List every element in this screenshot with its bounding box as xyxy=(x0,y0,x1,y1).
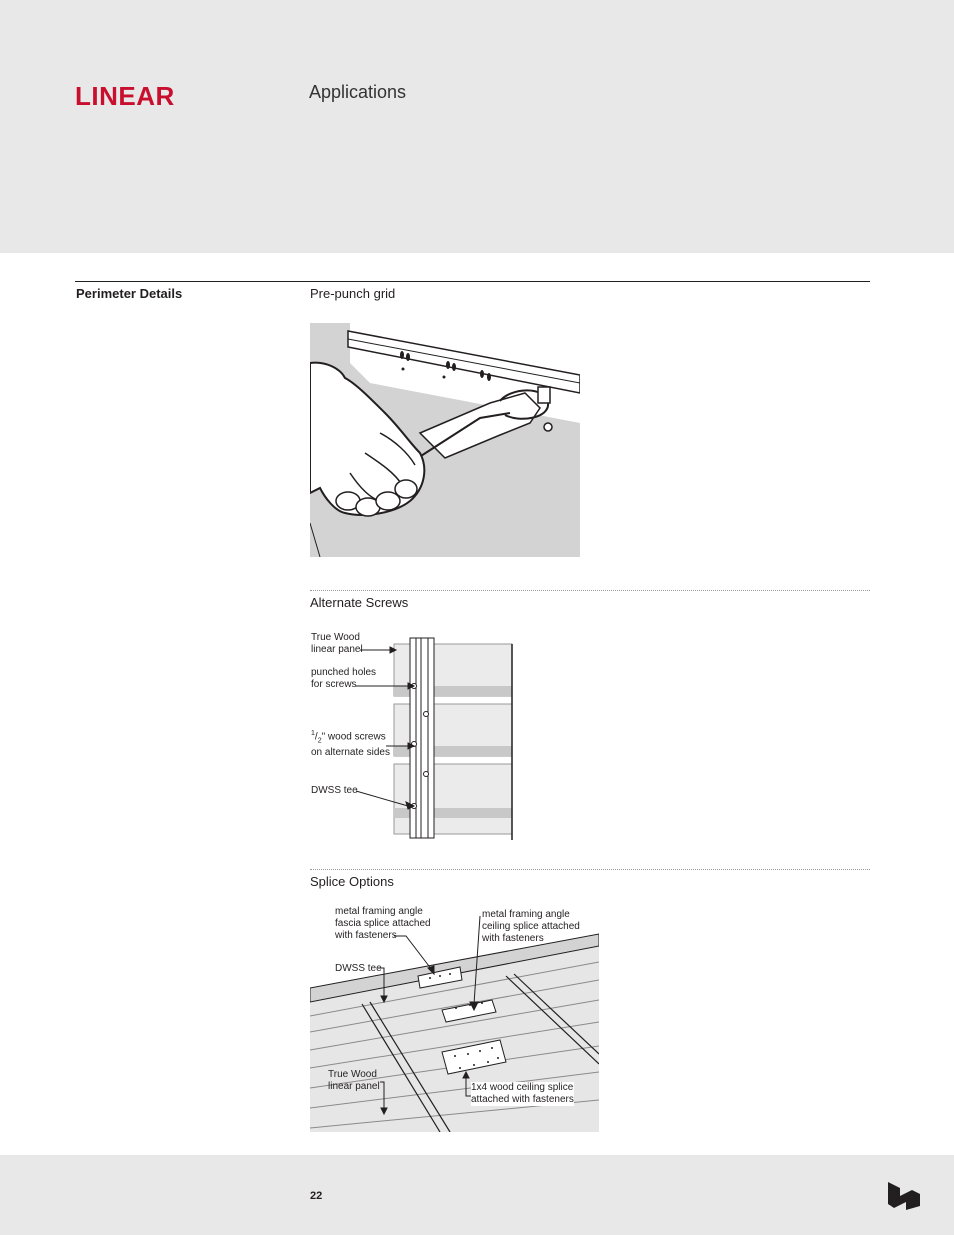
footer-band xyxy=(0,1155,954,1235)
section-title: Applications xyxy=(309,82,407,102)
label-punched-holes: punched holes for screws xyxy=(311,667,377,690)
label-dwss-tee: DWSS tee xyxy=(311,785,358,796)
brand-logo: LINEAR xyxy=(75,81,175,111)
prepunch-caption: Pre-punch grid xyxy=(310,286,396,301)
label-splice-dwss-tee: DWSS tee xyxy=(335,963,382,974)
label-ceiling-splice: metal framing angle ceiling splice attached with fasteners xyxy=(482,909,580,944)
label-fascia-splice: metal framing angle fascia splice attached with fasteners xyxy=(335,906,431,941)
divider xyxy=(310,590,870,591)
label-splice-true-wood-panel: True Wood linear panel xyxy=(328,1069,380,1092)
divider xyxy=(310,869,870,870)
prepunch-grid-illustration xyxy=(310,323,580,557)
label-true-wood-panel: True Wood linear panel xyxy=(311,632,363,655)
perimeter-details-heading: Perimeter Details xyxy=(76,286,183,301)
label-wood-ceiling-splice: 1x4 wood ceiling splice attached with fasteners xyxy=(471,1082,574,1105)
splice-options-caption: Splice Options xyxy=(310,874,394,889)
alternate-screws-caption: Alternate Screws xyxy=(310,595,409,610)
section-rule xyxy=(75,281,870,282)
header-band xyxy=(0,0,954,253)
label-wood-screws: $^1/_2$" wood screws on alternate sides xyxy=(311,730,390,759)
page-number: 22 xyxy=(310,1190,323,1202)
company-logo-icon xyxy=(886,1180,920,1210)
